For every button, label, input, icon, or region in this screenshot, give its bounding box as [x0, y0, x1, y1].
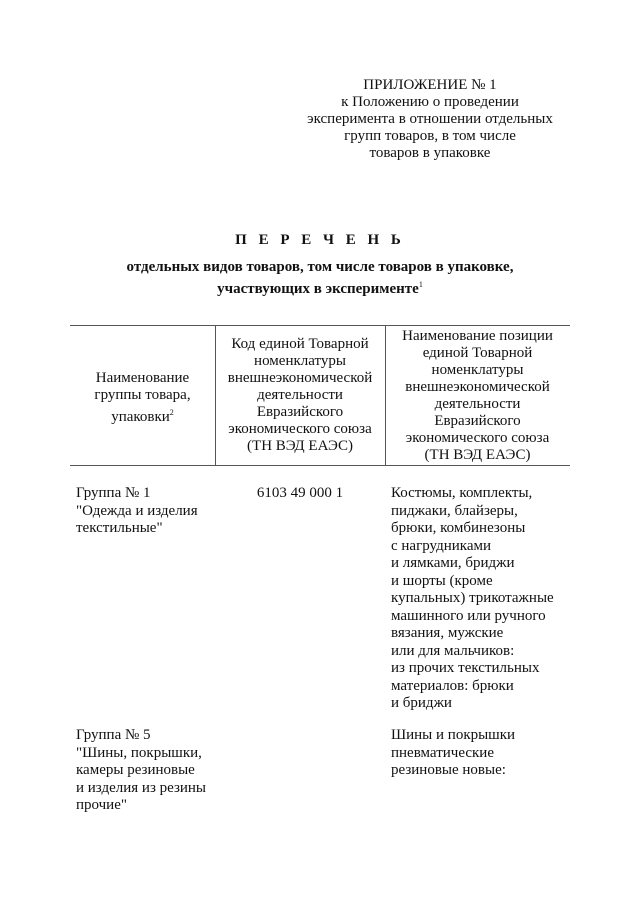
cell-line: машинного или ручного [391, 607, 546, 624]
cell-line: брюки, комбинезоны [391, 520, 526, 536]
subtitle-line-2 [0, 276, 640, 298]
header-line: Евразийского [256, 404, 344, 420]
table-header-border [70, 465, 570, 466]
header-line: деятельности [434, 396, 521, 412]
header-line: Наименование [95, 370, 190, 386]
header-line: номенклатуры [431, 362, 524, 378]
appendix-line: групп товаров, в том числе [344, 128, 516, 144]
subtitle-line-2-text: участвующих в эксперименте [217, 281, 419, 297]
cell-line: и лямками, бриджи [391, 555, 515, 571]
header-line: экономического союза [405, 430, 550, 446]
cell-line: пиджаки, блайзеры, [391, 502, 518, 519]
table-row-1-name [391, 485, 554, 713]
header-line [70, 404, 215, 426]
header-line: экономического союза [228, 421, 372, 437]
header-line: (ТН ВЭД ЕАЭС) [424, 447, 531, 463]
table-row-2-group [76, 727, 206, 815]
table-top-border [70, 325, 570, 326]
cell-line: вязания, мужские [391, 625, 504, 641]
table-row-1-code [215, 485, 385, 503]
cell-line: Группа № 5 [76, 727, 151, 743]
cell-line: пневматические [391, 744, 494, 761]
subtitle-line-1: отдельных видов товаров, том числе товаров в упаковке, [126, 259, 514, 275]
appendix-line: эксперимента в отношении отдельных [307, 111, 553, 127]
footnote-marker: 1 [418, 280, 423, 289]
appendix-header [300, 77, 560, 162]
cell-line: "Одежда и изделия [76, 502, 198, 519]
footnote-marker: 2 [169, 408, 174, 417]
cell-line: текстильные" [76, 520, 163, 536]
cell-line: с нагрудниками [391, 537, 492, 554]
header-line: группы товара, [94, 387, 191, 403]
cell-line: и шорты (кроме [391, 572, 493, 589]
cell-line: камеры резиновые [76, 762, 195, 778]
document-subtitle [0, 258, 640, 298]
cell-line: или для мальчиков: [391, 642, 515, 659]
header-line-text: упаковки [111, 409, 170, 425]
appendix-line: ПРИЛОЖЕНИЕ № 1 [363, 77, 497, 93]
header-line: деятельности [257, 387, 343, 403]
cell-line: материалов: брюки [391, 677, 514, 694]
header-line: Наименование позиции [402, 328, 553, 344]
cell-line: купальных) трикотажные [391, 590, 554, 606]
appendix-line: к Положению о проведении [341, 94, 519, 110]
table-row-1-group [76, 485, 198, 538]
cell-line: "Шины, покрышки, [76, 744, 202, 761]
appendix-line: товаров в упаковке [369, 145, 491, 161]
cell-line: прочие" [76, 797, 127, 813]
header-line: внешнеэкономической [227, 370, 373, 386]
cell-line: и бриджи [391, 695, 452, 711]
column-header-code [215, 336, 385, 455]
cell-line: Группа № 1 [76, 485, 151, 501]
cell-line: резиновые новые: [391, 762, 506, 778]
table-row-2-name [391, 727, 515, 780]
column-header-group [70, 370, 215, 426]
header-line: внешнеэкономической [405, 379, 550, 395]
column-header-name [385, 328, 570, 464]
header-line: Код единой Товарной [231, 336, 369, 352]
cell-line: Костюмы, комплекты, [391, 485, 533, 501]
cell-line: из прочих текстильных [391, 660, 540, 676]
header-line: номенклатуры [254, 353, 346, 369]
document-title: П Е Р Е Ч Е Н Ь [235, 232, 405, 248]
cell-line: и изделия из резины [76, 779, 207, 796]
cell-line: 6103 49 000 1 [256, 485, 344, 501]
header-line: единой Товарной [422, 345, 533, 361]
header-line: (ТН ВЭД ЕАЭС) [247, 438, 353, 454]
cell-line: Шины и покрышки [391, 727, 516, 743]
header-line: Евразийского [434, 413, 521, 429]
